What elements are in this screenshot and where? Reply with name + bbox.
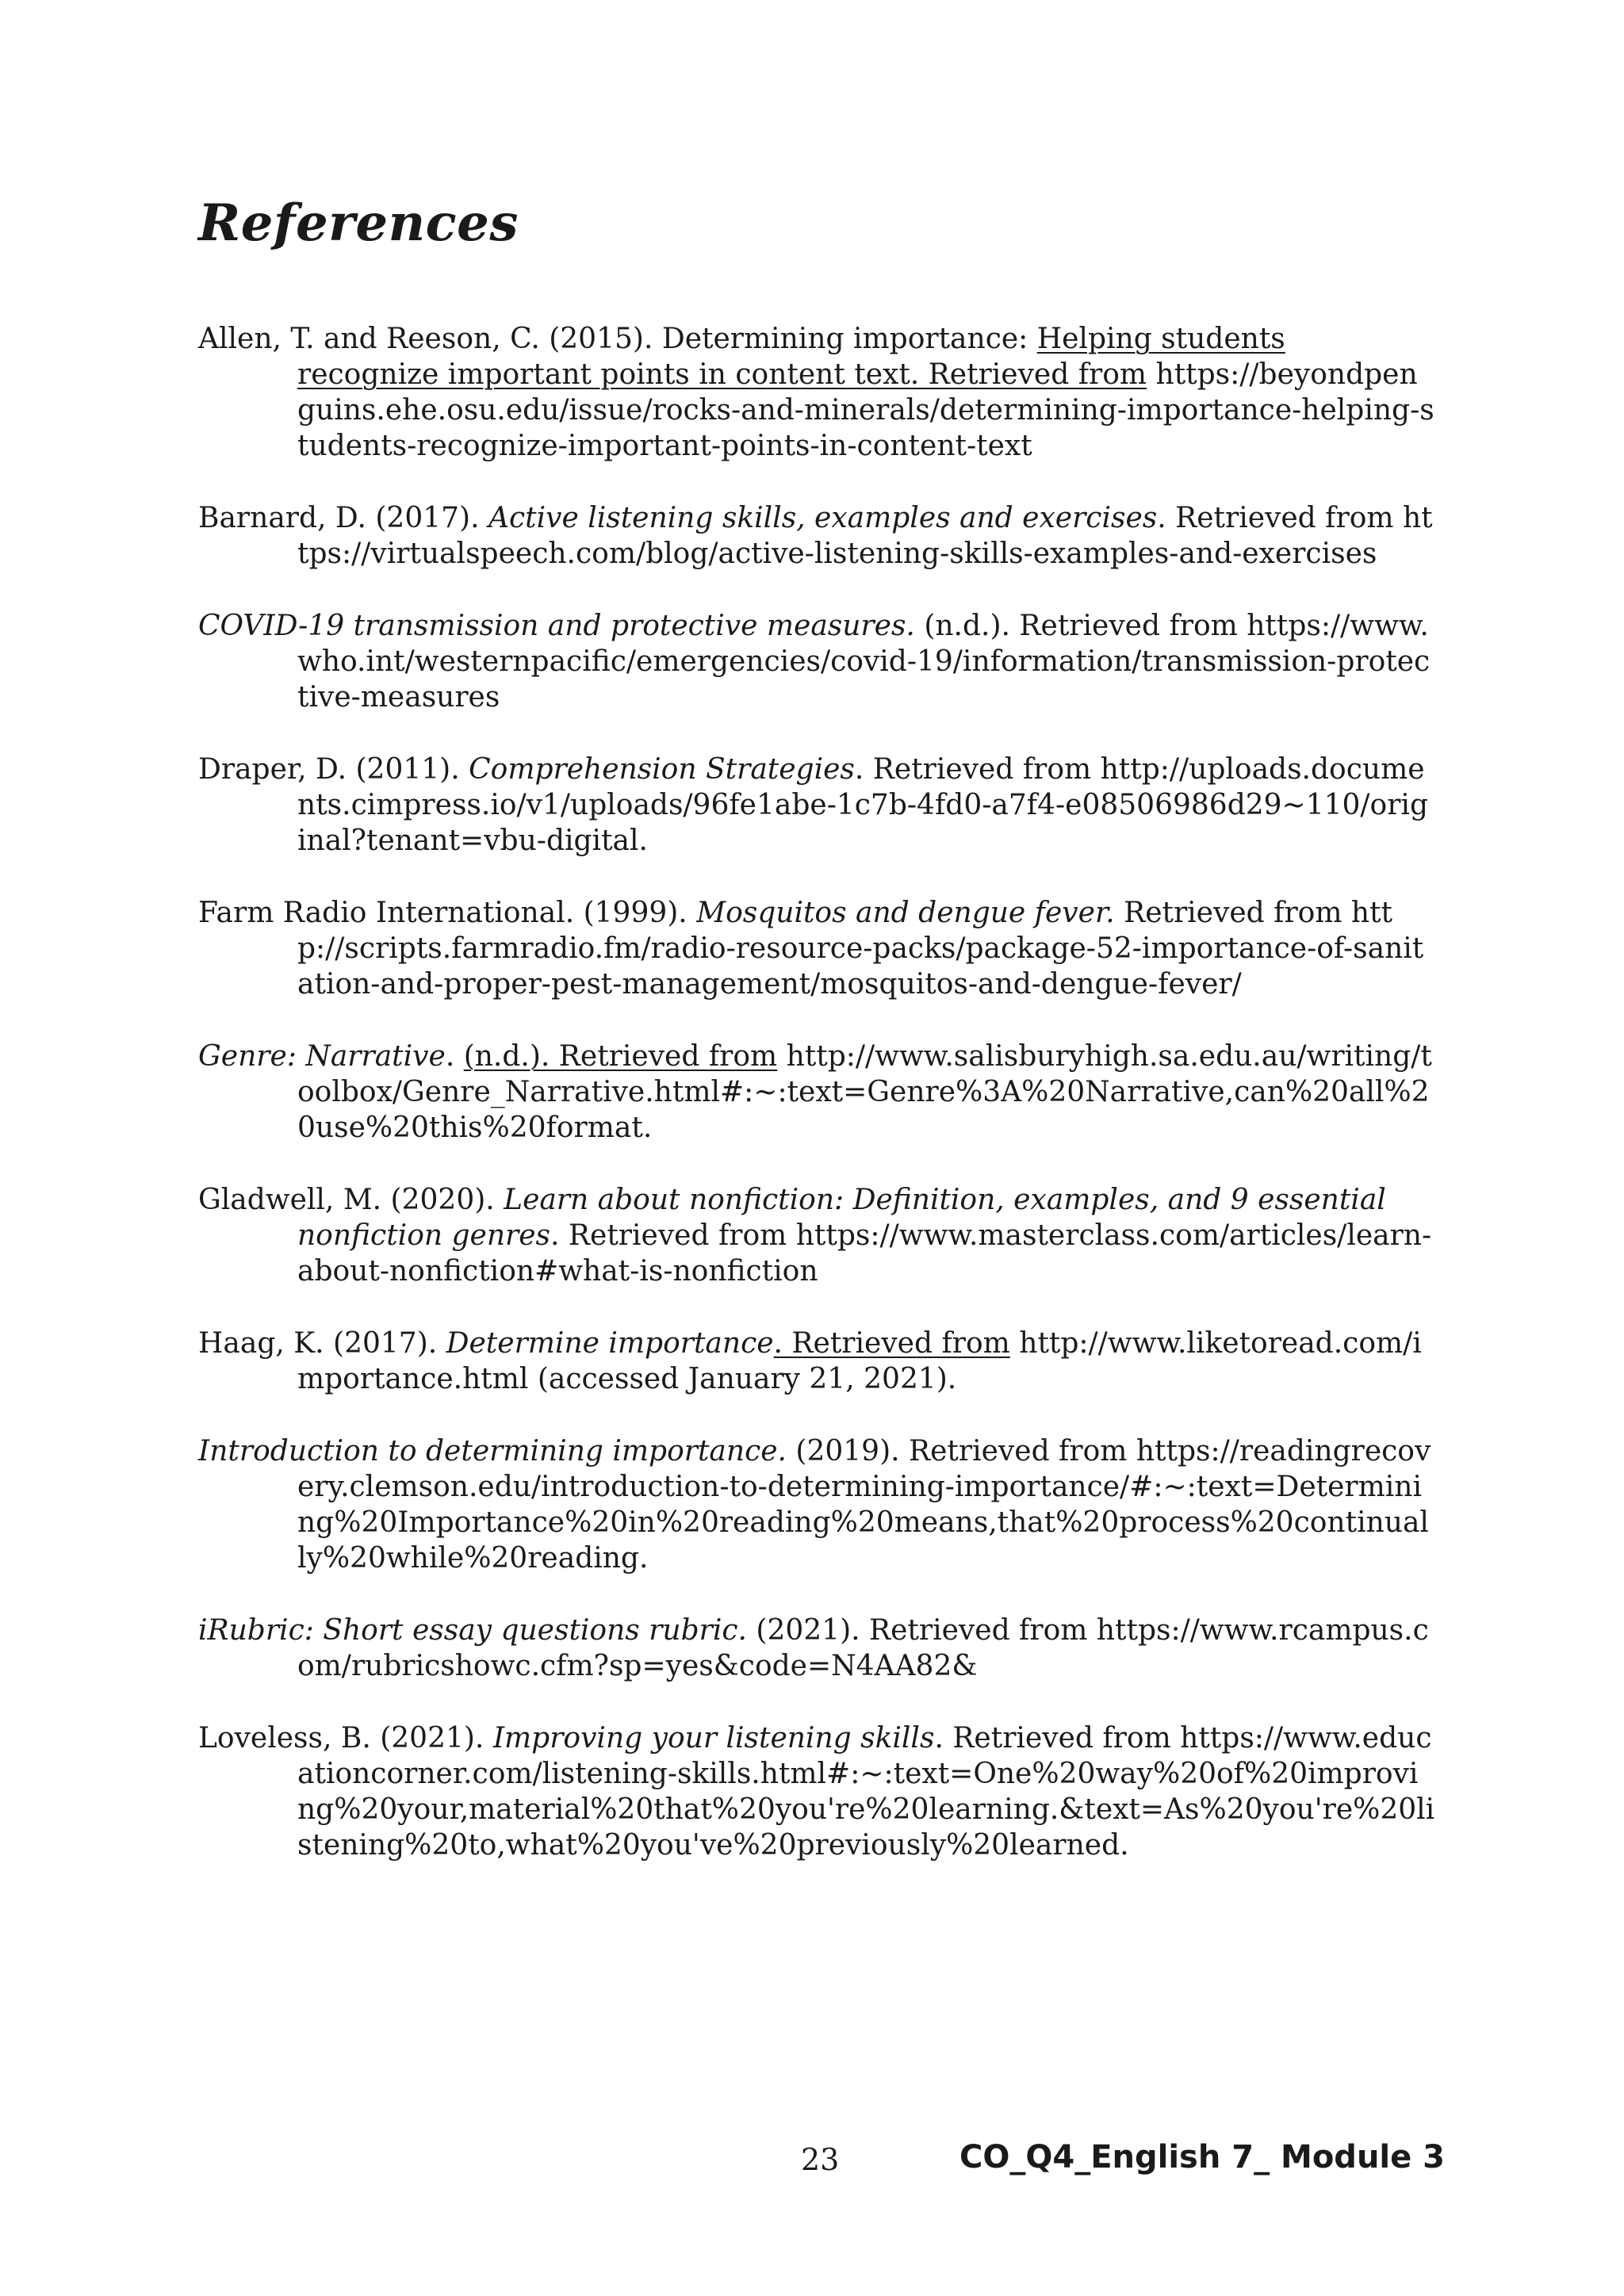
- reference-retrieved: Retrieved from: [1114, 897, 1351, 929]
- reference-retrieved: . Retrieved from: [934, 1722, 1181, 1755]
- reference-entry: [198, 1720, 1435, 1863]
- reference-title: Mosquitos and dengue fever.: [696, 897, 1115, 929]
- reference-url[interactable]: https://www.rcampus.com/rubricshowc.cfm?sp=yes&code=N4AA82&: [297, 1614, 1429, 1682]
- reference-url[interactable]: https://www.educationcorner.com/listening-skills.html#:~:text=One%20way%20of%20improving%20your,material%20that%20you're%20learning.&text=As%20you're%20listening%20to,what%20you've%20previously%20learned.: [297, 1722, 1435, 1862]
- reference-underlined-text: Helping students recognize important points in content text. Retrieved from: [297, 323, 1285, 391]
- reference-entry: [198, 1433, 1435, 1576]
- reference-entry: [198, 321, 1435, 464]
- reference-url[interactable]: http://www.salisburyhigh.sa.edu.au/writing/toolbox/Genre_Narrative.html#:~:text=Genre%3A%20Narrative,can%20all%20use%20this%20format.: [297, 1040, 1432, 1144]
- reference-retrieved: (n.d.). Retrieved from: [914, 610, 1247, 642]
- reference-title: Introduction to determining importance.: [198, 1435, 787, 1468]
- reference-title: iRubric: Short essay questions rubric.: [198, 1614, 747, 1647]
- reference-title: Genre: Narrative: [198, 1040, 446, 1073]
- reference-title: Active listening skills, examples and exercises: [488, 502, 1158, 534]
- reference-url[interactable]: http://www.liketoread.com/importance.html (accessed January 21, 2021).: [297, 1327, 1422, 1395]
- reference-retrieved: (2021). Retrieved from: [746, 1614, 1097, 1647]
- reference-entry: [198, 500, 1435, 572]
- reference-entry: [198, 608, 1435, 715]
- reference-title: Comprehension Strategies: [469, 753, 855, 786]
- page-number: 23: [801, 2142, 840, 2177]
- reference-title: Learn about nonfiction: Definition, examples, and 9 essential nonfiction genres: [297, 1184, 1386, 1252]
- reference-retrieved: (2019). Retrieved from: [786, 1435, 1136, 1468]
- reference-url[interactable]: https://beyondpenguins.ehe.osu.edu/issue/rocks-and-minerals/determining-importance-helping-students-recognize-important-points-in-content-text: [297, 358, 1434, 462]
- reference-underlined-text: . Retrieved from: [773, 1327, 1010, 1360]
- reference-entry: [198, 752, 1435, 859]
- reference-url[interactable]: http://uploads.documents.cimpress.io/v1/uploads/96fe1abe-1c7b-4fd0-a7f4-e08506986d29~110/original?tenant=vbu-digital.: [297, 753, 1428, 857]
- reference-author-date: Draper, D. (2011).: [198, 753, 469, 786]
- reference-url[interactable]: https://www.who.int/westernpacific/emergencies/covid-19/information/transmission-protective-measures: [297, 610, 1431, 714]
- reference-entry: [198, 1039, 1435, 1146]
- reference-author-date: Barnard, D. (2017).: [198, 502, 488, 534]
- reference-author-date: Allen, T. and Reeson, C. (2015). Determining importance:: [198, 323, 1037, 355]
- reference-author-date: Farm Radio International. (1999).: [198, 897, 697, 929]
- reference-retrieved: . Retrieved from: [854, 753, 1101, 786]
- reference-url[interactable]: https://virtualspeech.com/blog/active-listening-skills-examples-and-exercises: [297, 502, 1433, 570]
- reference-entry: [198, 1326, 1435, 1397]
- reference-title: Determine importance: [446, 1327, 774, 1360]
- reference-entry: [198, 895, 1435, 1002]
- reference-author-date: Loveless, B. (2021).: [198, 1722, 493, 1755]
- reference-underlined-text: (n.d.). Retrieved from: [463, 1040, 778, 1073]
- reference-list: [198, 321, 1435, 1900]
- reference-url[interactable]: https://readingrecovery.clemson.edu/introduction-to-determining-importance/#:~:text=Determining%20Importance%20in%20reading%20means,that%20process%20continually%20while%20reading.: [297, 1435, 1431, 1575]
- page-title: References: [198, 193, 519, 253]
- reference-entry: [198, 1613, 1435, 1684]
- reference-url[interactable]: http://scripts.farmradio.fm/radio-resource-packs/package-52-importance-of-sanitation-and-proper-pest-management/mosquitos-and-dengue-fever/: [297, 897, 1424, 1001]
- reference-title: Improving your listening skills: [492, 1722, 935, 1755]
- reference-author-date: Gladwell, M. (2020).: [198, 1184, 504, 1216]
- reference-entry: [198, 1182, 1435, 1289]
- reference-title: COVID-19 transmission and protective measures.: [198, 610, 915, 642]
- reference-url[interactable]: https://www.masterclass.com/articles/learn-about-nonfiction#what-is-nonfiction: [297, 1219, 1432, 1288]
- reference-author-date: Haag, K. (2017).: [198, 1327, 446, 1360]
- reference-retrieved: . Retrieved from: [1157, 502, 1403, 534]
- reference-retrieved: . Retrieved from: [550, 1219, 796, 1252]
- reference-separator: .: [445, 1040, 464, 1073]
- module-label: CO_Q4_English 7_ Module 3: [959, 2139, 1446, 2175]
